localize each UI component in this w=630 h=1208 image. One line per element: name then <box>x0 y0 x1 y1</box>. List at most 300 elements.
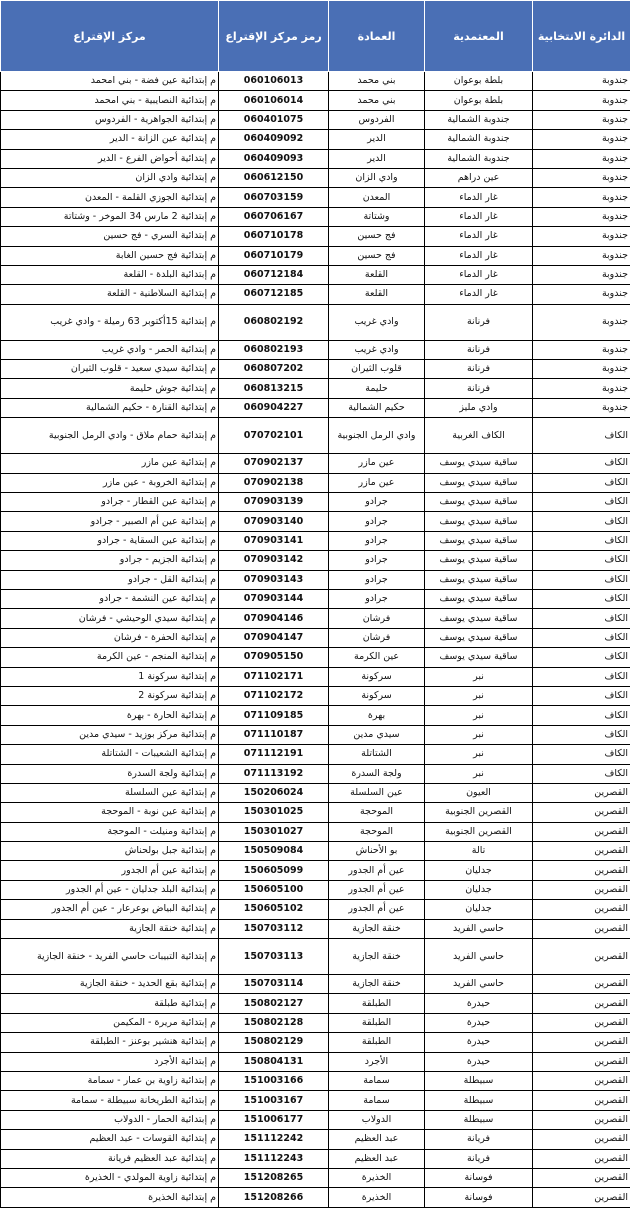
table-row <box>1 803 630 822</box>
cell-mutamadiya: جندوبة الشمالية <box>425 110 533 129</box>
table-row <box>1 648 630 667</box>
cell-mutamadiya: فرنانة <box>425 340 533 359</box>
cell-code: 060401075 <box>219 110 329 129</box>
cell-circonscription: القصرين <box>533 939 630 975</box>
cell-imada: ولجة السدرة <box>329 764 425 783</box>
cell-imada: خنقة الجازية <box>329 919 425 938</box>
cell-mutamadiya: ساقية سيدي يوسف <box>425 570 533 589</box>
cell-circonscription: الكاف <box>533 551 630 570</box>
cell-code: 150509084 <box>219 842 329 861</box>
table-row <box>1 418 630 454</box>
cell-center: م إبتدائية 2 مارس 34 الموخر - وشتاتة <box>1 207 219 226</box>
cell-center: م إبتدائية الخذيرة <box>1 1188 219 1207</box>
table-row <box>1 783 630 802</box>
table-row <box>1 686 630 705</box>
cell-center: م إبتدائية سركونة 2 <box>1 686 219 705</box>
cell-circonscription: الكاف <box>533 531 630 550</box>
cell-imada: جرادو <box>329 531 425 550</box>
cell-mutamadiya: الكاف الغربية <box>425 418 533 454</box>
cell-imada: وشتاتة <box>329 207 425 226</box>
cell-code: 071109185 <box>219 706 329 725</box>
cell-center: م إبتدائية الحارة - بهرة <box>1 706 219 725</box>
cell-mutamadiya: جندوبة الشمالية <box>425 130 533 149</box>
cell-imada: الموحجة <box>329 822 425 841</box>
table-row <box>1 861 630 880</box>
cell-circonscription: الكاف <box>533 706 630 725</box>
cell-code: 150605102 <box>219 900 329 919</box>
cell-mutamadiya: سبيطلة <box>425 1071 533 1090</box>
cell-code: 150206024 <box>219 783 329 802</box>
table-row <box>1 1013 630 1032</box>
cell-center: م إبتدائية سيدي الوحيشي - فرشان <box>1 609 219 628</box>
header-row <box>1 1 630 72</box>
table-row <box>1 900 630 919</box>
table-row <box>1 149 630 168</box>
cell-mutamadiya: ساقية سيدي يوسف <box>425 512 533 531</box>
cell-center: م إبتدائية التبيبات حاسي الفريد - خنقة الجازية <box>1 939 219 975</box>
cell-code: 060106014 <box>219 91 329 110</box>
cell-imada: القلعة <box>329 285 425 304</box>
header-center: مركز الإقتراع <box>1 1 219 72</box>
cell-code: 060904227 <box>219 398 329 417</box>
cell-center: م إبتدائية القوسات - عبد العظيم <box>1 1130 219 1149</box>
table-row <box>1 340 630 359</box>
cell-code: 071110187 <box>219 725 329 744</box>
table-row <box>1 745 630 764</box>
cell-circonscription: القصرين <box>533 842 630 861</box>
cell-circonscription: الكاف <box>533 609 630 628</box>
cell-center: م إبتدائية طبلقة <box>1 994 219 1013</box>
cell-circonscription: القصرين <box>533 1091 630 1110</box>
cell-code: 060712184 <box>219 265 329 284</box>
cell-mutamadiya: غار الدماء <box>425 246 533 265</box>
cell-mutamadiya: ساقية سيدي يوسف <box>425 551 533 570</box>
cell-circonscription: الكاف <box>533 745 630 764</box>
cell-circonscription: جندوبة <box>533 188 630 207</box>
cell-mutamadiya: فوسانة <box>425 1188 533 1207</box>
cell-center: م إبتدائية السري - فج حسين <box>1 227 219 246</box>
cell-code: 060106013 <box>219 72 329 91</box>
cell-circonscription: جندوبة <box>533 207 630 226</box>
cell-code: 151006177 <box>219 1110 329 1129</box>
cell-circonscription: القصرين <box>533 1130 630 1149</box>
cell-code: 071113192 <box>219 764 329 783</box>
cell-mutamadiya: جدليان <box>425 861 533 880</box>
cell-center: م إبتدائية الحفرة - فرشان <box>1 628 219 647</box>
cell-center: م إبتدائية المنجم - عين الكرمة <box>1 648 219 667</box>
table-row <box>1 110 630 129</box>
cell-mutamadiya: ساقية سيدي يوسف <box>425 589 533 608</box>
cell-imada: وادي غريب <box>329 340 425 359</box>
cell-mutamadiya: فرنانة <box>425 379 533 398</box>
cell-circonscription: القصرين <box>533 1052 630 1071</box>
cell-circonscription: القصرين <box>533 919 630 938</box>
table-row <box>1 512 630 531</box>
cell-imada: فرشان <box>329 628 425 647</box>
table-row <box>1 1149 630 1168</box>
cell-mutamadiya: غار الدماء <box>425 285 533 304</box>
cell-circonscription: القصرين <box>533 975 630 994</box>
cell-mutamadiya: نبر <box>425 686 533 705</box>
table-row <box>1 1188 630 1207</box>
cell-code: 060802193 <box>219 340 329 359</box>
cell-circonscription: القصرين <box>533 880 630 899</box>
cell-imada: سيدي مدين <box>329 725 425 744</box>
cell-circonscription: القصرين <box>533 1149 630 1168</box>
cell-circonscription: الكاف <box>533 764 630 783</box>
table-row <box>1 227 630 246</box>
cell-center: م إبتدائية ولجة السدرة <box>1 764 219 783</box>
cell-imada: بهرة <box>329 706 425 725</box>
cell-mutamadiya: حيدرة <box>425 1013 533 1032</box>
cell-circonscription: القصرين <box>533 783 630 802</box>
table-row <box>1 398 630 417</box>
cell-center: م إبتدائية سيدي سعيد - قلوب الثيران <box>1 360 219 379</box>
cell-code: 150605100 <box>219 880 329 899</box>
cell-circonscription: جندوبة <box>533 360 630 379</box>
table-row <box>1 360 630 379</box>
table-row <box>1 207 630 226</box>
cell-imada: الطبلقة <box>329 1033 425 1052</box>
cell-imada: عبد العظيم <box>329 1149 425 1168</box>
cell-code: 060813215 <box>219 379 329 398</box>
cell-center: م إبتدائية مركز بوزيد - سيدي مدين <box>1 725 219 744</box>
cell-circonscription: جندوبة <box>533 130 630 149</box>
cell-code: 070904146 <box>219 609 329 628</box>
cell-imada: الخذيرة <box>329 1188 425 1207</box>
cell-code: 150802127 <box>219 994 329 1013</box>
cell-imada: عبد العظيم <box>329 1130 425 1149</box>
cell-mutamadiya: القصرين الجنوبية <box>425 803 533 822</box>
cell-circonscription: الكاف <box>533 725 630 744</box>
cell-imada: الطبلقة <box>329 994 425 1013</box>
cell-imada: الدولاب <box>329 1110 425 1129</box>
table-row <box>1 880 630 899</box>
cell-mutamadiya: ساقية سيدي يوسف <box>425 531 533 550</box>
cell-code: 151003167 <box>219 1091 329 1110</box>
cell-center: م إبتدائية عين القطار - جرادو <box>1 493 219 512</box>
cell-imada: سمامة <box>329 1091 425 1110</box>
cell-code: 071112191 <box>219 745 329 764</box>
cell-circonscription: القصرين <box>533 803 630 822</box>
cell-circonscription: القصرين <box>533 1110 630 1129</box>
cell-mutamadiya: ساقية سيدي يوسف <box>425 609 533 628</box>
cell-imada: عين الكرمة <box>329 648 425 667</box>
cell-circonscription: جندوبة <box>533 227 630 246</box>
cell-imada: الخذيرة <box>329 1168 425 1187</box>
table-row <box>1 72 630 91</box>
cell-center: م إبتدائية ومنيلت - الموحجة <box>1 822 219 841</box>
cell-imada: جرادو <box>329 551 425 570</box>
cell-circonscription: الكاف <box>533 493 630 512</box>
cell-mutamadiya: حاسي الفريد <box>425 975 533 994</box>
cell-imada: عين مازر <box>329 473 425 492</box>
cell-center: م إبتدائية سركونة 1 <box>1 667 219 686</box>
cell-imada: المعدن <box>329 188 425 207</box>
cell-circonscription: القصرين <box>533 861 630 880</box>
cell-imada: الموحجة <box>329 803 425 822</box>
cell-circonscription: الكاف <box>533 512 630 531</box>
cell-center: م إبتدائية الجواهرية - الفردوس <box>1 110 219 129</box>
header-mutamadiya: المعتمدية <box>425 1 533 72</box>
cell-center: م إبتدائية زاوية المولدي - الخذيرة <box>1 1168 219 1187</box>
cell-circonscription: القصرين <box>533 1168 630 1187</box>
cell-center: م إبتدائية النصايبية - بني امحمد <box>1 91 219 110</box>
cell-center: م إبتدائية عين نوبة - الموحجة <box>1 803 219 822</box>
cell-mutamadiya: غار الدماء <box>425 188 533 207</box>
cell-center: م إبتدائية الحمر - وادي غريب <box>1 340 219 359</box>
cell-circonscription: جندوبة <box>533 304 630 340</box>
cell-mutamadiya: وادي مليز <box>425 398 533 417</box>
table-row <box>1 304 630 340</box>
table-body <box>1 72 630 1208</box>
header-imada: العمادة <box>329 1 425 72</box>
cell-center: م إبتدائية مريرة - المكيمن <box>1 1013 219 1032</box>
cell-mutamadiya: ساقية سيدي يوسف <box>425 628 533 647</box>
cell-circonscription: الكاف <box>533 473 630 492</box>
cell-code: 070903143 <box>219 570 329 589</box>
cell-mutamadiya: نبر <box>425 667 533 686</box>
cell-mutamadiya: ساقية سيدي يوسف <box>425 454 533 473</box>
cell-imada: الدير <box>329 130 425 149</box>
cell-imada: خنقة الجازية <box>329 975 425 994</box>
table-row <box>1 975 630 994</box>
cell-circonscription: جندوبة <box>533 398 630 417</box>
cell-imada: حليمة <box>329 379 425 398</box>
cell-circonscription: القصرين <box>533 822 630 841</box>
table-row <box>1 168 630 187</box>
cell-code: 151208266 <box>219 1188 329 1207</box>
cell-circonscription: جندوبة <box>533 285 630 304</box>
cell-center: م إبتدائية السلاطنية - القلعة <box>1 285 219 304</box>
cell-imada: الدير <box>329 149 425 168</box>
cell-imada: جرادو <box>329 570 425 589</box>
cell-code: 150605099 <box>219 861 329 880</box>
table-row <box>1 628 630 647</box>
cell-imada: فرشان <box>329 609 425 628</box>
cell-imada: الأجرد <box>329 1052 425 1071</box>
cell-imada: عين أم الجدور <box>329 861 425 880</box>
table-row <box>1 609 630 628</box>
cell-mutamadiya: جندوبة الشمالية <box>425 149 533 168</box>
cell-center: م إبتدائية القنارة - حكيم الشمالية <box>1 398 219 417</box>
cell-imada: سمامة <box>329 1071 425 1090</box>
cell-circonscription: الكاف <box>533 570 630 589</box>
cell-imada: عين أم الجدور <box>329 880 425 899</box>
cell-mutamadiya: غار الدماء <box>425 227 533 246</box>
cell-code: 071102172 <box>219 686 329 705</box>
cell-imada: سركونة <box>329 667 425 686</box>
cell-imada: وادي الزان <box>329 168 425 187</box>
cell-center: م إبتدائية الحمار - الدولاب <box>1 1110 219 1129</box>
cell-mutamadiya: ساقية سيدي يوسف <box>425 473 533 492</box>
cell-code: 060807202 <box>219 360 329 379</box>
cell-circonscription: جندوبة <box>533 379 630 398</box>
cell-code: 070903140 <box>219 512 329 531</box>
cell-center: م إبتدائية عين النشمة - جرادو <box>1 589 219 608</box>
cell-code: 150804131 <box>219 1052 329 1071</box>
cell-center: م إبتدائية جبل بولحناش <box>1 842 219 861</box>
cell-imada: جرادو <box>329 512 425 531</box>
cell-code: 070903139 <box>219 493 329 512</box>
cell-imada: الطبلقة <box>329 1013 425 1032</box>
cell-imada: الفردوس <box>329 110 425 129</box>
cell-mutamadiya: العيون <box>425 783 533 802</box>
table-row <box>1 725 630 744</box>
cell-code: 060409093 <box>219 149 329 168</box>
cell-center: م إبتدائية جوش حليمة <box>1 379 219 398</box>
cell-imada: جرادو <box>329 493 425 512</box>
cell-code: 070904147 <box>219 628 329 647</box>
cell-imada: وادي غريب <box>329 304 425 340</box>
cell-center: م إبتدائية عين فضة - بني امحمد <box>1 72 219 91</box>
table-row <box>1 706 630 725</box>
table-row <box>1 285 630 304</box>
cell-mutamadiya: تالة <box>425 842 533 861</box>
cell-imada: قلوب الثيران <box>329 360 425 379</box>
cell-imada: خنقة الجازية <box>329 939 425 975</box>
cell-mutamadiya: حيدرة <box>425 994 533 1013</box>
cell-center: م إبتدائية القل - جرادو <box>1 570 219 589</box>
table-row <box>1 130 630 149</box>
cell-mutamadiya: فريانة <box>425 1130 533 1149</box>
cell-imada: فج حسين <box>329 246 425 265</box>
cell-mutamadiya: حاسي الفريد <box>425 919 533 938</box>
cell-center: م إبتدائية هنشير بوعنز - الطبلقة <box>1 1033 219 1052</box>
cell-center: م إبتدائية زاوية بن عمار - سمامة <box>1 1071 219 1090</box>
table-row <box>1 764 630 783</box>
cell-center: م إبتدائية وادي الزان <box>1 168 219 187</box>
cell-mutamadiya: بلطة بوعوان <box>425 72 533 91</box>
cell-mutamadiya: نبر <box>425 745 533 764</box>
cell-code: 060710178 <box>219 227 329 246</box>
cell-mutamadiya: غار الدماء <box>425 265 533 284</box>
cell-center: م إبتدائية عين السقاية - جرادو <box>1 531 219 550</box>
table-row <box>1 1091 630 1110</box>
cell-imada: عين أم الجدور <box>329 900 425 919</box>
cell-code: 150301025 <box>219 803 329 822</box>
table-header <box>1 1 630 72</box>
cell-center: م إبتدائية الطريخانة سبيطلة - سمامة <box>1 1091 219 1110</box>
cell-center: م إبتدائية الشعيبات - الشتاتلة <box>1 745 219 764</box>
table-row <box>1 1130 630 1149</box>
cell-mutamadiya: حيدرة <box>425 1033 533 1052</box>
cell-imada: الشتاتلة <box>329 745 425 764</box>
cell-code: 150703114 <box>219 975 329 994</box>
cell-center: م إبتدائية عين أم الصبير - جرادو <box>1 512 219 531</box>
cell-mutamadiya: جدليان <box>425 900 533 919</box>
cell-mutamadiya: ساقية سيدي يوسف <box>425 493 533 512</box>
cell-code: 150802128 <box>219 1013 329 1032</box>
cell-code: 151112242 <box>219 1130 329 1149</box>
cell-code: 070702101 <box>219 418 329 454</box>
cell-code: 150703112 <box>219 919 329 938</box>
table-row <box>1 265 630 284</box>
cell-circonscription: جندوبة <box>533 246 630 265</box>
cell-circonscription: الكاف <box>533 686 630 705</box>
header-circonscription: الدائرة الانتخابية <box>533 1 630 72</box>
cell-center: م إبتدائية البياض بوعرعار - عين أم الجدور <box>1 900 219 919</box>
cell-center: م إبتدائية خنقة الجازية <box>1 919 219 938</box>
cell-mutamadiya: نبر <box>425 706 533 725</box>
cell-imada: القلعة <box>329 265 425 284</box>
cell-code: 070905150 <box>219 648 329 667</box>
cell-code: 070903141 <box>219 531 329 550</box>
cell-imada: عين السلسلة <box>329 783 425 802</box>
cell-mutamadiya: سبيطلة <box>425 1110 533 1129</box>
cell-circonscription: جندوبة <box>533 72 630 91</box>
cell-circonscription: القصرين <box>533 1033 630 1052</box>
cell-center: م إبتدائية عين السلسلة <box>1 783 219 802</box>
header-code: رمز مركز الإقتراع <box>219 1 329 72</box>
cell-code: 060706167 <box>219 207 329 226</box>
cell-mutamadiya: فوسانة <box>425 1168 533 1187</box>
table-row <box>1 454 630 473</box>
cell-imada: سركونة <box>329 686 425 705</box>
table-row <box>1 1052 630 1071</box>
cell-mutamadiya: فرنانة <box>425 360 533 379</box>
table-row <box>1 939 630 975</box>
cell-center: م إبتدائية الجوزي القلمة - المعدن <box>1 188 219 207</box>
cell-code: 151208265 <box>219 1168 329 1187</box>
cell-code: 070902137 <box>219 454 329 473</box>
cell-code: 060612150 <box>219 168 329 187</box>
table-row <box>1 1033 630 1052</box>
cell-circonscription: الكاف <box>533 648 630 667</box>
cell-center: م إبتدائية الجزيم - جرادو <box>1 551 219 570</box>
table-row <box>1 1071 630 1090</box>
cell-code: 151112243 <box>219 1149 329 1168</box>
cell-circonscription: القصرين <box>533 1013 630 1032</box>
cell-code: 070902138 <box>219 473 329 492</box>
cell-imada: جرادو <box>329 589 425 608</box>
table-row <box>1 667 630 686</box>
cell-code: 060409092 <box>219 130 329 149</box>
cell-center: م إبتدائية عين الزانة - الدير <box>1 130 219 149</box>
cell-imada: فج حسين <box>329 227 425 246</box>
cell-imada: بو الأحناش <box>329 842 425 861</box>
table-row <box>1 531 630 550</box>
cell-mutamadiya: سبيطلة <box>425 1091 533 1110</box>
cell-imada: حكيم الشمالية <box>329 398 425 417</box>
cell-mutamadiya: حيدرة <box>425 1052 533 1071</box>
cell-code: 060802192 <box>219 304 329 340</box>
cell-code: 060703159 <box>219 188 329 207</box>
cell-circonscription: القصرين <box>533 900 630 919</box>
table-row <box>1 570 630 589</box>
table-row <box>1 1168 630 1187</box>
cell-imada: وادي الرمل الجنوبية <box>329 418 425 454</box>
cell-imada: بني محمد <box>329 91 425 110</box>
table-row <box>1 188 630 207</box>
table-row <box>1 246 630 265</box>
cell-center: م إبتدائية فج حسين الغابة <box>1 246 219 265</box>
cell-code: 150301027 <box>219 822 329 841</box>
cell-center: م إبتدائية البلدة - القلعة <box>1 265 219 284</box>
cell-code: 150802129 <box>219 1033 329 1052</box>
cell-center: م إبتدائية الأجرد <box>1 1052 219 1071</box>
cell-code: 060712185 <box>219 285 329 304</box>
cell-circonscription: جندوبة <box>533 91 630 110</box>
cell-mutamadiya: عين دراهم <box>425 168 533 187</box>
cell-code: 070903142 <box>219 551 329 570</box>
table-row <box>1 551 630 570</box>
table-row <box>1 493 630 512</box>
cell-circonscription: الكاف <box>533 418 630 454</box>
cell-circonscription: جندوبة <box>533 340 630 359</box>
cell-mutamadiya: ساقية سيدي يوسف <box>425 648 533 667</box>
cell-mutamadiya: نبر <box>425 764 533 783</box>
